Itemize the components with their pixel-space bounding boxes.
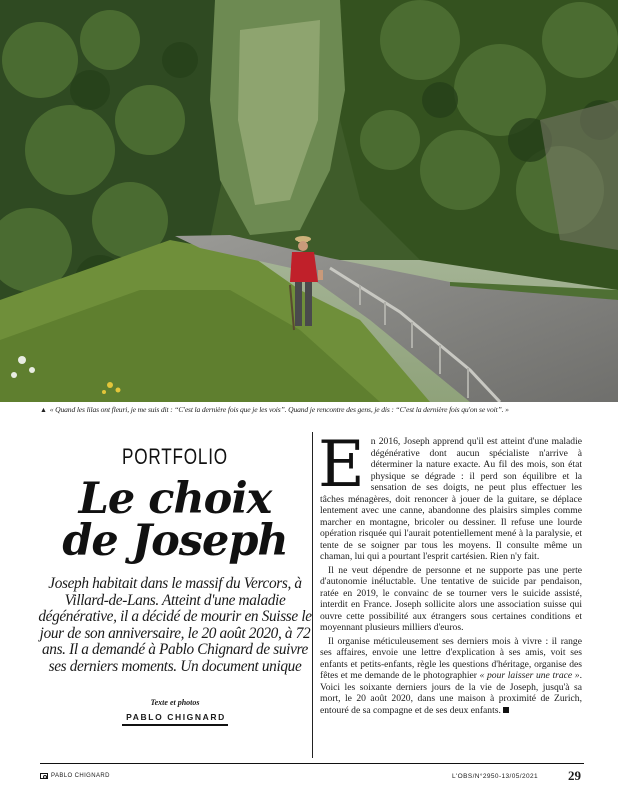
photo-caption (40, 405, 600, 414)
title-line-2: de Joseph (62, 516, 288, 566)
article-body (318, 428, 582, 718)
footer-issue: L'OBS/N°2950-13/05/2021 (452, 773, 539, 780)
page-title (46, 474, 304, 566)
column-divider (312, 432, 313, 758)
caption-text: « Quand les lilas ont fleuri, je me suis dit : “C'est la dernière fois que je les vois”. Quand je rencontre des gens, je dis : “C'est la dernière fois qu'on se voit”. » (49, 405, 509, 414)
camera-icon (40, 773, 48, 779)
footer-credit-name: PABLO CHIGNARD (51, 773, 110, 779)
footer-rule (40, 763, 584, 764)
paragraph-3-end: . Voici les soixante derniers jours de la vie de Joseph, jusqu'à sa mort, le 20 août 2020, dans une maison à proximité de Zurich, entouré de sa compagne et de ses deux enfants. (320, 670, 582, 716)
title-block (38, 442, 312, 726)
caption-marker: ▲ (40, 406, 47, 414)
drop-cap: E (318, 428, 365, 502)
credit-label: Texte et photos (150, 697, 200, 707)
standfirst: Joseph habitait dans le massif du Vercors, à Villard-de-Lans. Atteint d'une maladie dégénérative, il a décidé de mourir en Suisse le jour de son anniversaire, le 20 août 2020, à 72 ans. Il a demandé à Pablo Chignard de suivre ses derniers moments. Un document unique (38, 575, 312, 675)
section-kicker: PORTFOLIO (122, 444, 228, 469)
paragraph-3-quote: « pour laisser une trace » (479, 670, 580, 681)
paragraph-2: Il ne veut dépendre de personne et ne supporte pas une perte d'autonomie inéluctable. Une tentative de suicide par pendaison, ratée en 2019, le convainc de se tourner vers le suicide assisté, interdit en France. Joseph sollicite alors une association suisse qui ouvre cette possibilité aux étrangers sous certaines conditions et moyennant plusieurs milliers d'euros. (320, 564, 582, 633)
paragraph-3 (320, 636, 582, 717)
paragraph-1: n 2016, Joseph apprend qu'il est atteint d'une maladie dégénérative dont aucun spécialiste n'arrive à déterminer la nature exacte. Au fil des mois, son état physique se dégrade : il perd son équilibre et la sensation de ses doigts, ne peut plus effectuer les tâches ménagères, doit renoncer à jouer de la guitare, se déplace lentement avec une canne, abandonne des plaisirs simples comme marcher en montagne, bricoler ou dessiner. Il refuse une lourde opération risquée qui l'aurait potentiellement mené à la paralysie, et tente de se soigner par tous les moyens. Il consulte même un chaman, lui qui a pourtant l'esprit cartésien. Rien n'y fait. (320, 436, 582, 562)
footer-photo-credit (40, 773, 110, 779)
credit-name: PABLO CHIGNARD (122, 710, 228, 726)
title-line-1: Le choix (78, 474, 272, 524)
page-number: 29 (568, 768, 581, 783)
end-mark-icon (503, 707, 509, 713)
paragraph-3-start: Il organise méticuleusement ses derniers mois à vivre : il range ses affaires, envoie une lettre d'explication à ses amis, voit ses enfants et petits-enfants, règle les questions d'héritage, organise des fêtes et me demande de le photographier (320, 635, 582, 681)
